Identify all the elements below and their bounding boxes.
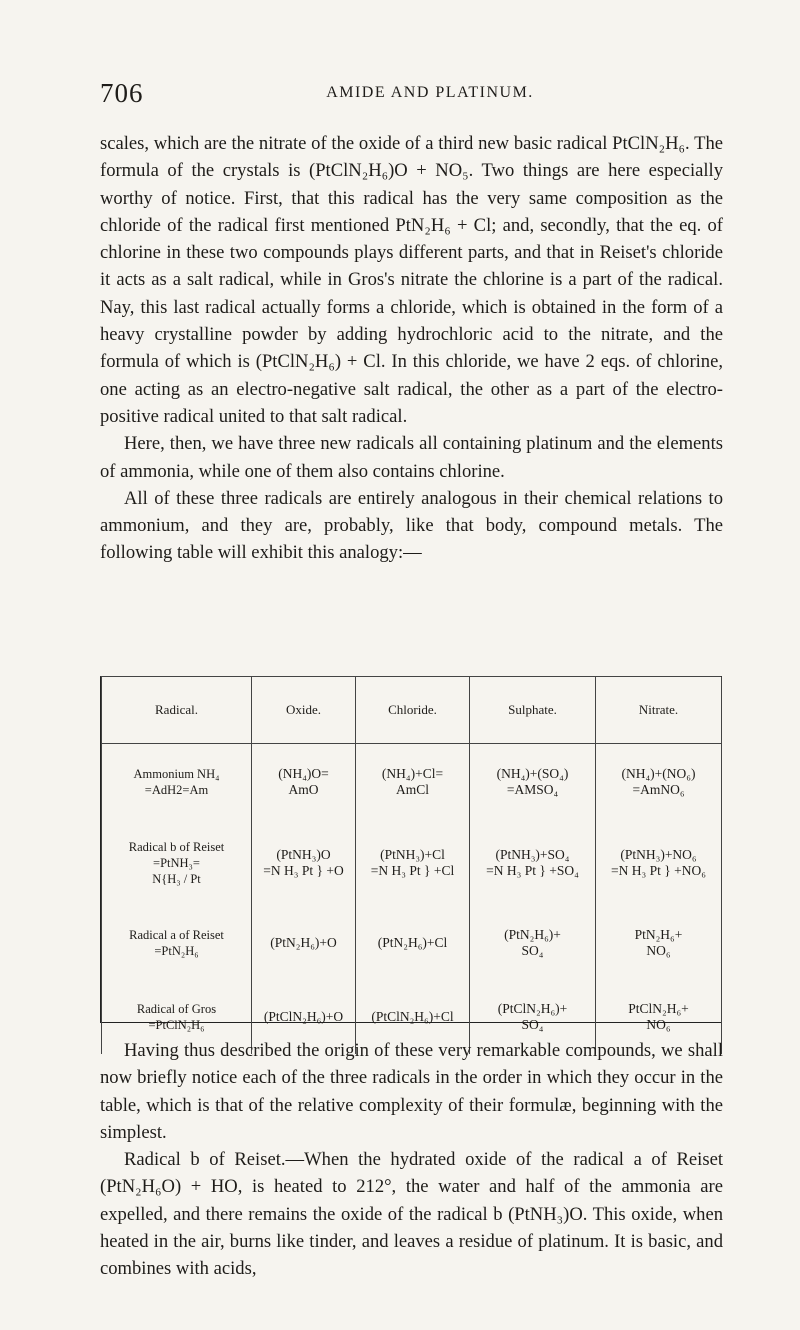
- body-text-top: [100, 130, 723, 567]
- paragraph: Radical b of Reiset.—When the hydrated oxide of the radical a of Reiset (PtN₂H₆O) + HO, is heated to 212°, the water and half of the ammonia are expelled, and there remains the oxide of the radical b (PtNH₃)O. This oxide, when heated in the air, burns like tinder, and leaves a residue of platinum. It is basic, and combines with acids,: [100, 1149, 723, 1280]
- table-cell: PtClN₂H₆+ NO₆: [596, 980, 722, 1054]
- table-cell: (PtN₂H₆)+ SO₄: [470, 906, 596, 980]
- paragraph: All of these three radicals are entirely analogous in their chemical relations to ammonium, and they are, probably, like that body, compound metals. The following table will exhibit this analogy:—: [100, 487, 723, 564]
- running-title: AMIDE AND PLATINUM.: [326, 84, 534, 101]
- table-cell: Ammonium NH₄ =AdH2=Am: [102, 744, 252, 821]
- table-cell: Radical a of Reiset =PtN₂H₆: [102, 906, 252, 980]
- column-header-nitrate: Nitrate.: [596, 677, 722, 744]
- table-cell: (PtN₂H₆)+O: [252, 906, 356, 980]
- paragraph: scales, which are the nitrate of the oxide of a third new basic radical PtClN₂H₆. The formula of the crystals is (PtClN₂H₆)O + NO₅. Two things are here especially worthy of notice. First, that this radical has the very same composition as the chloride of the radical first mentioned PtN₂H₆ + Cl; and, secondly, that the eq. of chlorine in these two compounds plays different parts, and that in Reiset's chloride it acts as a salt radical, while in Gros's nitrate the chlorine is a part of the radical. Nay, this last radical actually forms a chloride, which is obtained in the form of a heavy crystalline powder by adding hydrochloric acid to the nitrate, and the formula of which is (PtClN₂H₆) + Cl. In this chloride, we have 2 eqs. of chlorine, one acting as an electro-negative salt radical, the other as a part of the electro-positive radical united to that salt radical.: [100, 133, 723, 427]
- table-cell: PtN₂H₆+ NO₆: [596, 906, 722, 980]
- table-cell: Radical b of Reiset =PtNH₃= N{H₃ / Pt: [102, 820, 252, 906]
- table-cell: (PtN₂H₆)+Cl: [356, 906, 470, 980]
- table-cell: (NH₄)+Cl= AmCl: [356, 744, 470, 821]
- table-cell: (PtClN₂H₆)+O: [252, 980, 356, 1054]
- table-cell: (PtClN₂H₆)+ SO₄: [470, 980, 596, 1054]
- table-cell: (PtClN₂H₆)+Cl: [356, 980, 470, 1054]
- table-row: [102, 906, 722, 980]
- table-cell: (NH₄)+(NO₆) =AmNO₆: [596, 744, 722, 821]
- table-cell: Radical of Gros =PtClN₂H₆: [102, 980, 252, 1054]
- table-cell: (NH₄)+(SO₄) =AMSO₄: [470, 744, 596, 821]
- table-row: [102, 820, 722, 906]
- page-number: 706: [100, 78, 144, 108]
- paragraph: Here, then, we have three new radicals all containing platinum and the elements of ammonia, while one of them also contains chlorine.: [100, 433, 723, 482]
- paragraph: Having thus described the origin of these very remarkable compounds, we shall now briefly notice each of the three radicals in the order in which they occur in the table, which is that of the relative complexity of their formulæ, beginning with the simplest.: [100, 1040, 723, 1143]
- column-header-sulphate: Sulphate.: [470, 677, 596, 744]
- table-cell: (PtNH₃)+SO₄ =N H₃ Pt } +SO₄: [470, 820, 596, 906]
- column-header-chloride: Chloride.: [356, 677, 470, 744]
- page-header: [100, 78, 720, 112]
- table-cell: (PtNH₃)+NO₆ =N H₃ Pt } +NO₆: [596, 820, 722, 906]
- column-header-oxide: Oxide.: [252, 677, 356, 744]
- table-cell: (PtNH₃)O =N H₃ Pt } +O: [252, 820, 356, 906]
- table-cell: (NH₄)O= AmO: [252, 744, 356, 821]
- table-cell: (PtNH₃)+Cl =N H₃ Pt } +Cl: [356, 820, 470, 906]
- table-row: [102, 744, 722, 821]
- analogy-table: [100, 676, 722, 1032]
- body-text-bottom: [100, 1037, 723, 1283]
- column-header-radical: Radical.: [102, 677, 252, 744]
